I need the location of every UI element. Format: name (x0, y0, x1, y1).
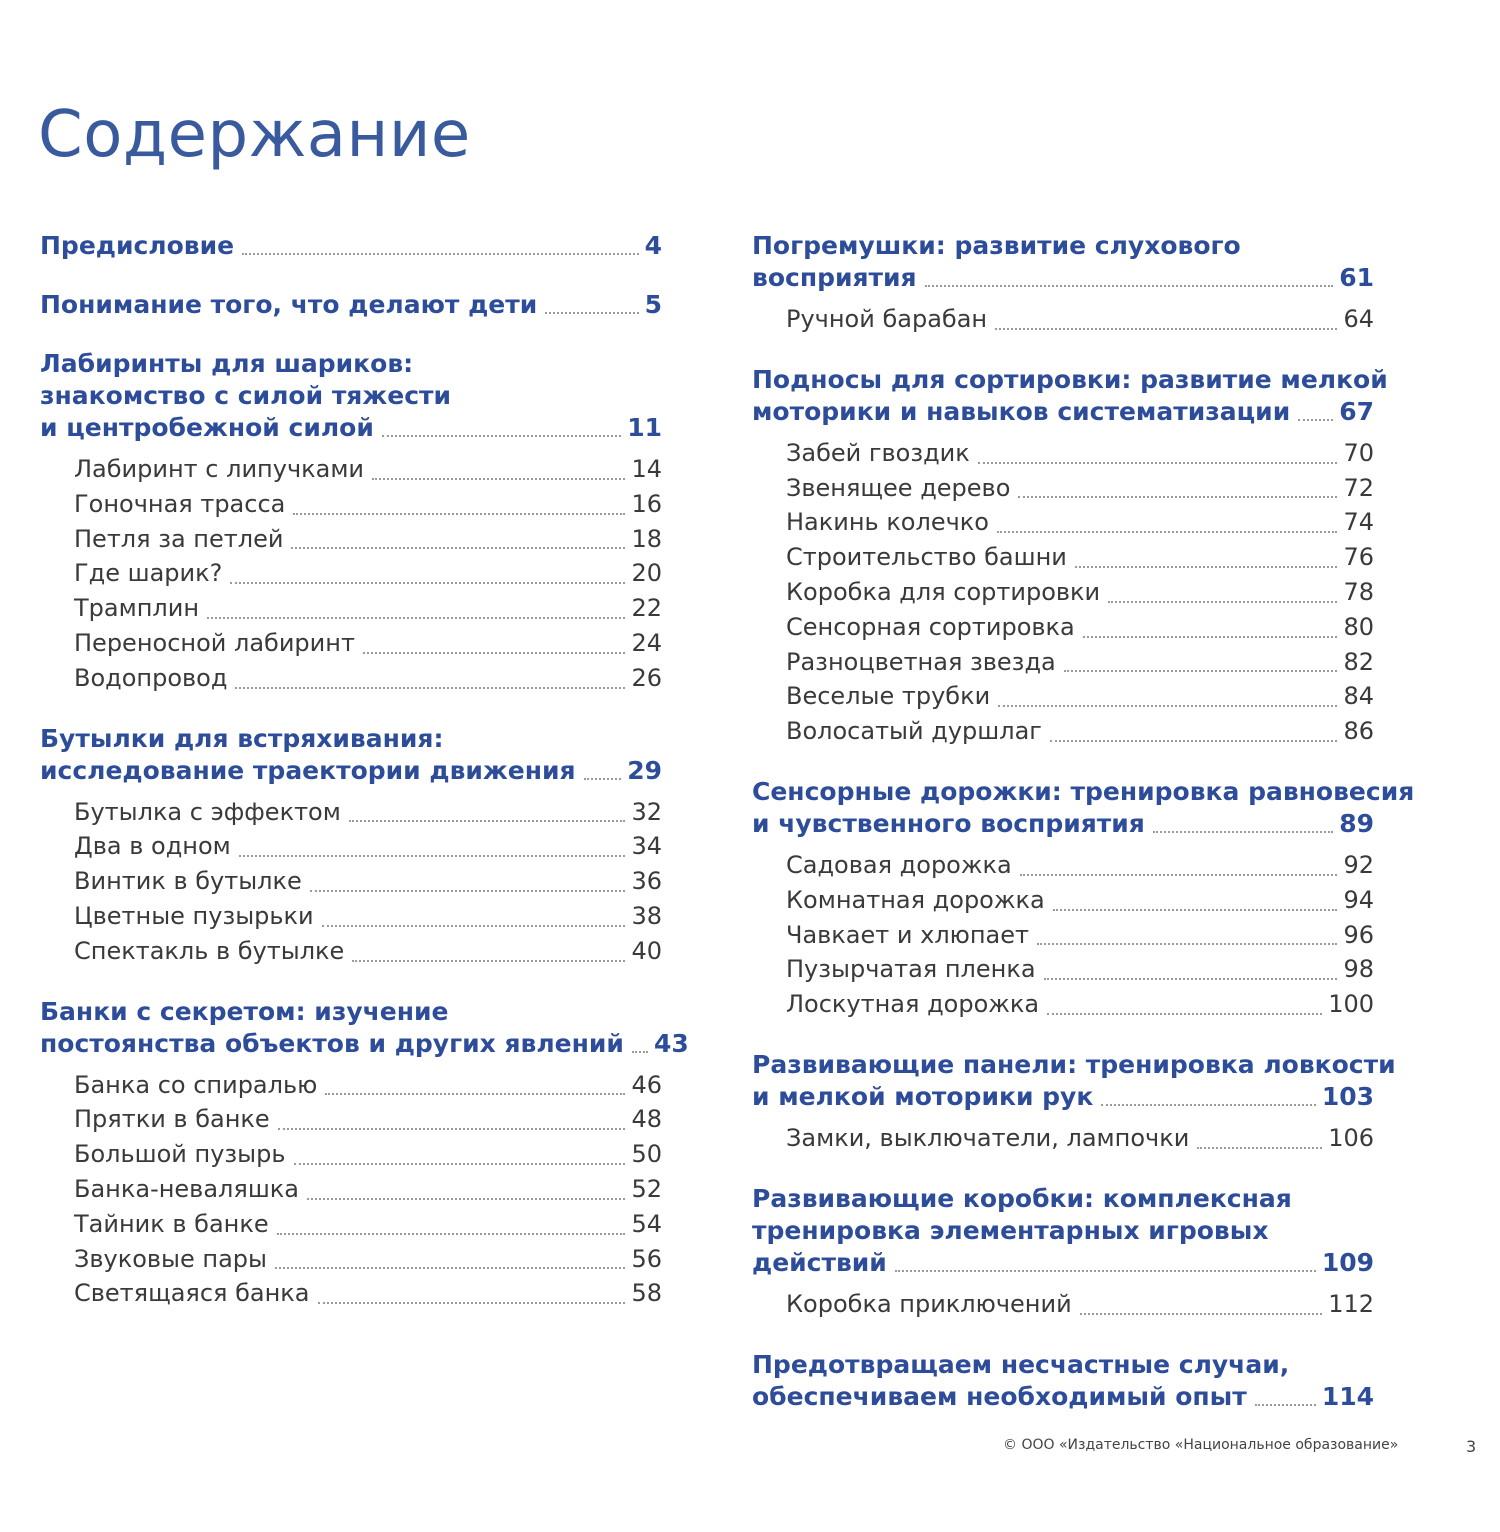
chapter-title-last-line: исследование траектории движения (40, 755, 576, 785)
toc-item[interactable] (40, 795, 662, 830)
toc-item[interactable] (40, 1137, 662, 1172)
toc-section (752, 364, 1388, 749)
dot-leader (1083, 636, 1338, 638)
toc-item-title: Коробка приключений (786, 1289, 1072, 1318)
toc-item-page-number: 34 (631, 832, 662, 861)
chapter-title-line: Банки с секретом: изучение (40, 996, 449, 1026)
toc-item-title: Звенящее дерево (786, 473, 1011, 502)
chapter-title-line: Развивающие коробки: комплексная (752, 1183, 1292, 1213)
toc-item-title: Замки, выключатели, лампочки (786, 1123, 1190, 1152)
toc-item-list (752, 436, 1374, 749)
toc-item-title: Петля за петлей (74, 524, 284, 553)
toc-item-page-number: 72 (1343, 473, 1374, 502)
chapter-title-row (752, 396, 1374, 428)
dot-leader (310, 890, 626, 892)
toc-item-title: Трамплин (74, 594, 200, 623)
toc-column-right (752, 230, 1415, 1440)
chapter-title-last-line: моторики и навыков систематизации (752, 396, 1291, 426)
toc-item-page-number: 26 (631, 663, 662, 692)
toc-item-title: Садовая дорожка (786, 850, 1012, 879)
chapter-title-row (40, 230, 662, 262)
chapter-title-line: знакомство с силой тяжести (40, 381, 452, 410)
chapter-title-last-line: Предисловие (40, 231, 235, 260)
toc-section (752, 1049, 1396, 1156)
toc-item-page-number: 74 (1343, 508, 1374, 537)
chapter-title-row (752, 1381, 1374, 1413)
toc-item[interactable] (752, 302, 1374, 337)
toc-item-page-number: 40 (631, 936, 662, 965)
toc-item-page-number: 80 (1343, 612, 1374, 641)
footer-copyright: © ООО «Издательство «Национальное образование» (1003, 1437, 1399, 1453)
toc-item-page-number: 52 (631, 1174, 662, 1203)
toc-item-page-number: 22 (631, 594, 662, 623)
toc-item-title: Банка со спиралью (74, 1070, 318, 1099)
dot-leader (230, 582, 625, 584)
toc-item-title: Комнатная дорожка (786, 885, 1045, 914)
chapter-title-row (752, 1247, 1374, 1279)
toc-item[interactable] (40, 1276, 662, 1311)
toc-item[interactable] (752, 575, 1374, 610)
dot-leader (584, 778, 622, 780)
dot-leader (1075, 566, 1338, 568)
toc-item[interactable] (40, 556, 662, 591)
toc-chapter-heading[interactable] (752, 1349, 1374, 1413)
toc-item-title: Забей гвоздик (786, 438, 970, 467)
toc-chapter-heading[interactable] (40, 230, 662, 262)
toc-item-page-number: 58 (631, 1279, 662, 1308)
toc-item-title: Бутылка с эффектом (74, 797, 341, 826)
dot-leader (1037, 943, 1337, 945)
toc-item-title: Лабиринт с липучками (74, 455, 365, 483)
toc-item-page-number: 38 (631, 901, 662, 930)
toc-item-title: Пузырчатая пленка (786, 955, 1036, 984)
dot-leader (294, 1163, 626, 1165)
toc-item-title: Спектакль в бутылке (74, 936, 345, 965)
dot-leader (277, 1233, 626, 1235)
toc-item-title: Разноцветная звезда (786, 647, 1056, 676)
chapter-page-number: 43 (653, 1028, 689, 1058)
chapter-title-row (40, 412, 662, 444)
chapter-title-line: Бутылки для встряхивания: (40, 723, 444, 753)
chapter-page-number: 11 (627, 413, 662, 442)
chapter-page-number: 5 (644, 290, 662, 319)
toc-item-page-number: 70 (1343, 438, 1374, 467)
toc-item-title: Цветные пузырьки (74, 901, 314, 930)
dot-leader (382, 435, 621, 437)
dot-leader (275, 1267, 625, 1269)
toc-item-page-number: 82 (1343, 647, 1374, 676)
toc-item-page-number: 20 (631, 559, 662, 588)
dot-leader (1197, 1147, 1322, 1149)
toc-item[interactable] (752, 848, 1374, 883)
toc-item-title: Банка-неваляшка (74, 1174, 299, 1203)
chapter-title-row (40, 289, 662, 321)
toc-item-page-number: 92 (1343, 850, 1374, 879)
toc-item-page-number: 50 (631, 1140, 662, 1169)
chapter-title-row (40, 755, 662, 787)
toc-section (752, 1183, 1374, 1322)
chapter-title-last-line: действий (752, 1247, 887, 1277)
dot-leader (207, 617, 625, 619)
dot-leader (1047, 1013, 1322, 1015)
dot-leader (978, 462, 1338, 464)
toc-chapter-heading[interactable] (752, 1049, 1396, 1113)
chapter-title-last-line: постоянства объектов и других явлений (40, 1028, 624, 1058)
dot-leader (291, 547, 625, 549)
toc-chapter-heading[interactable] (40, 348, 662, 444)
dot-leader (1064, 670, 1338, 672)
toc-section (40, 996, 689, 1312)
toc-chapter-heading[interactable] (752, 776, 1415, 840)
dot-leader (352, 960, 625, 962)
toc-item-title: Веселые трубки (786, 682, 991, 711)
toc-item[interactable] (752, 436, 1374, 471)
toc-item[interactable] (40, 1207, 662, 1242)
dot-leader (1080, 1313, 1323, 1315)
chapter-title-line: Развивающие панели: тренировка ловкости (752, 1049, 1396, 1079)
toc-chapter-heading[interactable] (752, 364, 1388, 428)
toc-item[interactable] (752, 714, 1374, 749)
toc-item-page-number: 78 (1343, 577, 1374, 606)
toc-item[interactable] (40, 591, 662, 626)
toc-item[interactable] (40, 829, 662, 864)
toc-item-list (752, 302, 1374, 337)
toc-item-page-number: 48 (631, 1105, 662, 1134)
toc-item-title: Звуковые пары (74, 1244, 267, 1273)
toc-item[interactable] (752, 987, 1374, 1022)
dot-leader (372, 478, 625, 480)
toc-item-page-number: 18 (631, 524, 662, 553)
dot-leader (1050, 740, 1338, 742)
chapter-title-row (40, 1028, 689, 1060)
toc-item-list (40, 1068, 662, 1312)
toc-item[interactable] (40, 899, 662, 934)
chapter-title-last-line: Понимание того, что делают дети (40, 290, 538, 319)
toc-item-title: Светящаяся банка (74, 1279, 310, 1308)
toc-item-page-number: 54 (631, 1209, 662, 1238)
toc-item[interactable] (752, 952, 1374, 987)
toc-item[interactable] (40, 522, 662, 557)
dot-leader (995, 328, 1337, 330)
chapter-title-line: Лабиринты для шариков: (40, 349, 414, 378)
toc-item-list (752, 848, 1374, 1022)
dot-leader (363, 652, 626, 654)
toc-item-list (40, 452, 662, 696)
toc-item[interactable] (40, 1068, 662, 1103)
toc-item-page-number: 46 (631, 1070, 662, 1099)
dot-leader (1108, 601, 1337, 603)
toc-item-title: Водопровод (74, 663, 228, 692)
toc-item[interactable] (752, 883, 1374, 918)
dot-leader (1053, 909, 1338, 911)
chapter-title-line: Погремушки: развитие слухового (752, 231, 1241, 260)
toc-item-title: Где шарик? (74, 559, 223, 588)
toc-item[interactable] (752, 610, 1374, 645)
dot-leader (1044, 978, 1338, 980)
toc-item-title: Гоночная трасса (74, 489, 286, 518)
toc-item-page-number: 32 (631, 797, 662, 826)
dot-leader (1255, 1404, 1316, 1406)
toc-item-list (752, 1121, 1374, 1156)
toc-item-title: Прятки в банке (74, 1105, 270, 1134)
toc-item-title: Волосатый дуршлаг (786, 717, 1042, 746)
toc-item[interactable] (752, 471, 1374, 506)
dot-leader (293, 513, 625, 515)
toc-item-page-number: 84 (1343, 682, 1374, 711)
toc-item[interactable] (752, 1121, 1374, 1156)
dot-leader (318, 1302, 626, 1304)
dot-leader (307, 1198, 625, 1200)
toc-item-title: Большой пузырь (74, 1140, 286, 1169)
chapter-title-last-line: и центробежной силой (40, 413, 374, 442)
toc-item[interactable] (40, 1242, 662, 1277)
chapter-title-row (752, 808, 1374, 840)
toc-item-page-number: 76 (1343, 543, 1374, 572)
toc-item-page-number: 56 (631, 1244, 662, 1273)
dot-leader (322, 925, 626, 927)
dot-leader (1153, 831, 1333, 833)
toc-item-title: Два в одном (74, 832, 231, 861)
toc-item-page-number: 24 (631, 628, 662, 657)
toc-section (752, 776, 1415, 1022)
chapter-title-line: тренировка элементарных игровых (752, 1215, 1269, 1245)
chapter-page-number: 67 (1339, 396, 1374, 426)
toc-item-list (752, 1287, 1374, 1322)
chapter-title-line: Сенсорные дорожки: тренировка равновесия (752, 776, 1415, 806)
toc-section (40, 289, 662, 321)
toc-item[interactable] (752, 505, 1374, 540)
toc-section (752, 1349, 1374, 1413)
chapter-title-last-line: восприятия (752, 263, 917, 292)
chapter-page-number: 89 (1339, 808, 1374, 838)
toc-item[interactable] (752, 679, 1374, 714)
toc-item[interactable] (40, 864, 662, 899)
chapter-title-last-line: обеспечиваем необходимый опыт (752, 1381, 1247, 1411)
dot-leader (545, 312, 638, 314)
toc-item[interactable] (752, 1287, 1374, 1322)
toc-chapter-heading[interactable] (752, 1183, 1374, 1279)
toc-item[interactable] (40, 934, 662, 969)
toc-item-title: Ручной барабан (786, 305, 988, 333)
toc-item-page-number: 36 (631, 867, 662, 896)
chapter-title-last-line: и мелкой моторики рук (752, 1081, 1094, 1111)
toc-item-page-number: 16 (631, 489, 662, 518)
toc-section (40, 230, 662, 262)
toc-item[interactable] (752, 645, 1374, 680)
toc-item-page-number: 86 (1343, 717, 1374, 746)
dot-leader (242, 253, 639, 255)
toc-item[interactable] (40, 487, 662, 522)
chapter-page-number: 61 (1339, 263, 1374, 292)
toc-item[interactable] (752, 540, 1374, 575)
dot-leader (239, 855, 626, 857)
chapter-title-line: Предотвращаем несчастные случаи, (752, 1349, 1290, 1379)
toc-column-left (40, 230, 689, 1338)
toc-item[interactable] (752, 918, 1374, 953)
chapter-page-number: 103 (1321, 1081, 1374, 1111)
chapter-page-number: 4 (644, 231, 662, 260)
dot-leader (925, 285, 1334, 287)
toc-item-page-number: 100 (1328, 990, 1374, 1019)
toc-item[interactable] (40, 1102, 662, 1137)
dot-leader (997, 531, 1337, 533)
dot-leader (998, 705, 1337, 707)
dot-leader (278, 1128, 626, 1130)
toc-item-title: Тайник в банке (74, 1209, 269, 1238)
toc-item-title: Коробка для сортировки (786, 577, 1101, 606)
toc-item[interactable] (40, 626, 662, 661)
toc-item-page-number: 98 (1343, 955, 1374, 984)
toc-chapter-heading[interactable] (40, 289, 662, 321)
toc-item-page-number: 112 (1328, 1289, 1374, 1318)
toc-item-list (40, 795, 662, 969)
dot-leader (632, 1051, 648, 1053)
dot-leader (1020, 874, 1338, 876)
dot-leader (349, 820, 626, 822)
toc-section (752, 230, 1374, 337)
toc-item-page-number: 64 (1343, 305, 1374, 333)
chapter-page-number: 109 (1321, 1247, 1374, 1277)
toc-item-title: Чавкает и хлюпает (786, 920, 1029, 949)
toc-item-page-number: 106 (1328, 1123, 1374, 1152)
chapter-title-row (752, 262, 1374, 294)
page-title: Содержание (38, 98, 471, 172)
toc-item-title: Лоскутная дорожка (786, 990, 1040, 1019)
toc-item-title: Строительство башни (786, 543, 1067, 572)
dot-leader (235, 687, 625, 689)
dot-leader (1101, 1104, 1315, 1106)
chapter-page-number: 29 (627, 755, 662, 785)
dot-leader (1018, 496, 1337, 498)
toc-item-page-number: 94 (1343, 885, 1374, 914)
chapter-page-number: 114 (1321, 1381, 1374, 1411)
toc-item-title: Винтик в бутылке (74, 867, 302, 896)
toc-item-title: Накинь колечко (786, 508, 989, 537)
toc-item[interactable] (40, 1172, 662, 1207)
toc-item[interactable] (40, 452, 662, 487)
toc-item-title: Сенсорная сортировка (786, 612, 1075, 641)
toc-section (40, 348, 662, 696)
dot-leader (1298, 419, 1333, 421)
dot-leader (325, 1093, 625, 1095)
toc-item-page-number: 96 (1343, 920, 1374, 949)
footer-page-number: 3 (1466, 1437, 1477, 1456)
toc-chapter-heading[interactable] (752, 230, 1374, 294)
toc-item-title: Переносной лабиринт (74, 628, 355, 657)
toc-section (40, 723, 662, 969)
chapter-title-line: Подносы для сортировки: развитие мелкой (752, 364, 1388, 394)
chapter-title-last-line: и чувственного восприятия (752, 808, 1145, 838)
toc-item-page-number: 14 (631, 455, 662, 483)
toc-chapter-heading[interactable] (40, 996, 689, 1060)
toc-chapter-heading[interactable] (40, 723, 662, 787)
dot-leader (895, 1270, 1316, 1272)
toc-item[interactable] (40, 661, 662, 696)
chapter-title-row (752, 1081, 1374, 1113)
